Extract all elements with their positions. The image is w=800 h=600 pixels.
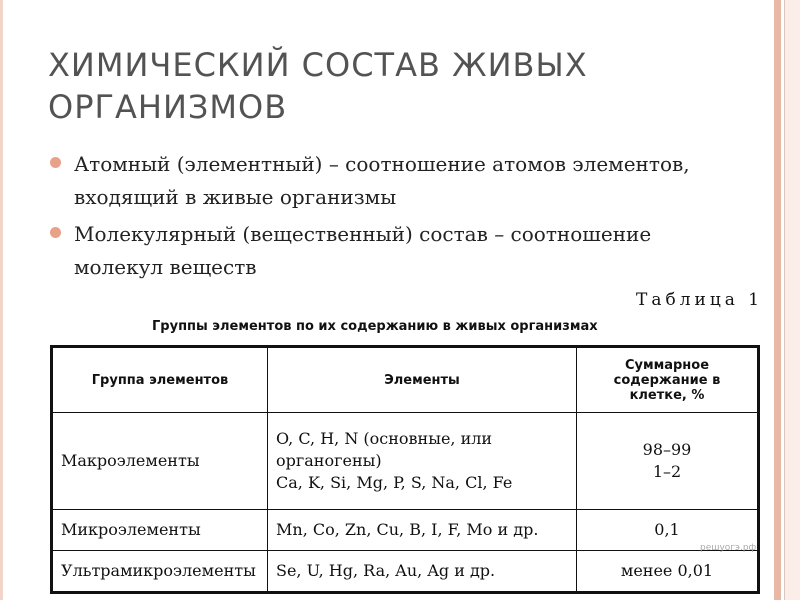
header-group: Группа элементов (52, 347, 268, 413)
table-caption: Группы элементов по их содержанию в живых организмах (152, 319, 598, 334)
stripe-bar (774, 0, 781, 600)
bullet-item (48, 148, 708, 214)
cell-group: Микроэлементы (52, 510, 268, 551)
bullet-text: Атомный (элементный) – соотношение атомов элементов, входящий в живые организмы (74, 152, 690, 209)
elements-other: Ca, K, Si, Mg, P, S, Na, Cl, Fe (276, 473, 513, 492)
bullet-icon (50, 227, 61, 238)
table-header-row (52, 347, 759, 413)
content-other: 1–2 (652, 462, 682, 481)
content-main: 98–99 (642, 440, 692, 459)
table-row (52, 413, 759, 510)
slide-title: ХИМИЧЕСКИЙ СОСТАВ ЖИВЫХ ОРГАНИЗМОВ (48, 46, 588, 126)
bullet-list (48, 148, 708, 288)
table-row (52, 510, 759, 551)
header-elements: Элементы (268, 347, 577, 413)
bullet-icon (50, 157, 61, 168)
cell-content (577, 413, 759, 510)
elements-table (50, 345, 760, 594)
right-decoration-stripe (770, 0, 800, 600)
table-number: Таблица 1 (636, 290, 764, 310)
cell-elements: Mn, Co, Zn, Cu, B, I, F, Mo и др. (268, 510, 577, 551)
cell-group: Макроэлементы (52, 413, 268, 510)
header-content: Суммарное содержание в клетке, % (577, 347, 759, 413)
watermark: решуогэ.рф (700, 543, 757, 553)
bullet-item (48, 218, 708, 284)
cell-group: Ультрамикроэлементы (52, 551, 268, 593)
stripe-band (784, 0, 800, 600)
cell-elements (268, 413, 577, 510)
left-decoration (0, 0, 3, 600)
cell-content: 0,1 (577, 510, 759, 551)
cell-elements: Se, U, Hg, Ra, Au, Ag и др. (268, 551, 577, 593)
cell-content: менее 0,01 (577, 551, 759, 593)
elements-main: O, C, H, N (основные, или органогены) (276, 429, 493, 470)
table-row (52, 551, 759, 593)
bullet-text: Молекулярный (вещественный) состав – соотношение молекул веществ (74, 222, 652, 279)
